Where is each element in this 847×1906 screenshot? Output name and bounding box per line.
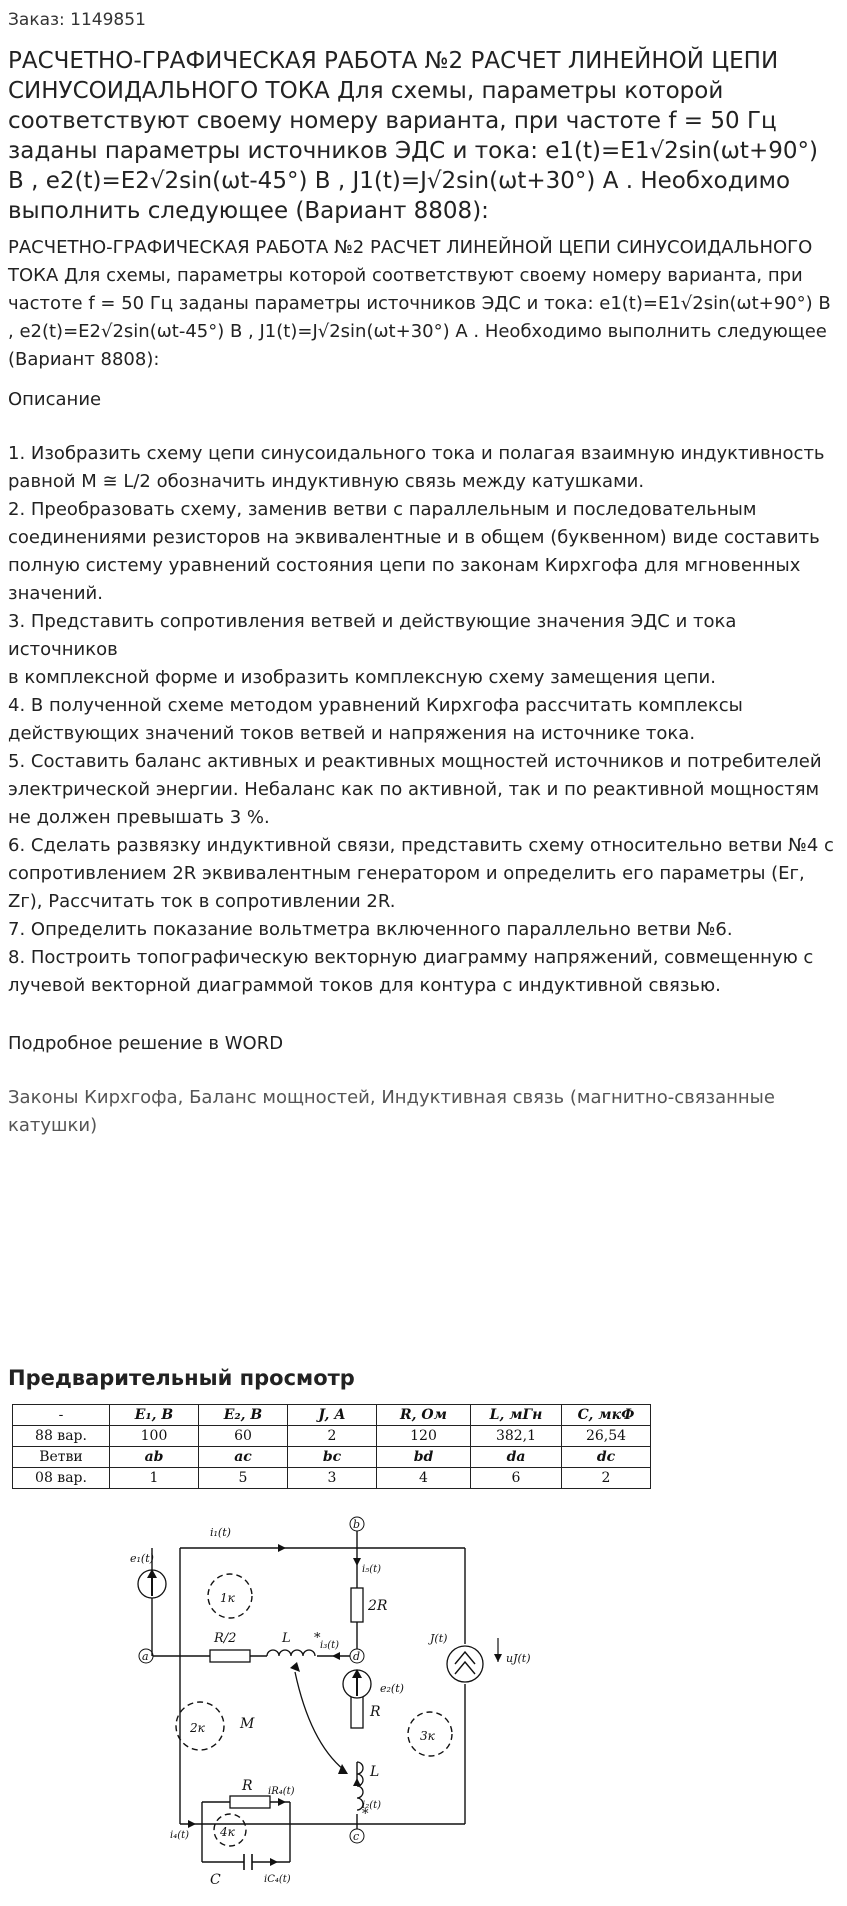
table-header: C, мкФ bbox=[562, 1405, 651, 1426]
page-title: РАСЧЕТНО-ГРАФИЧЕСКАЯ РАБОТА №2 РАСЧЕТ ЛИНЕЙНОЙ ЦЕПИ СИНУСОИДАЛЬНОГО ТОКА Для схемы, параметры которой соответствуют своему номеру варианта, при частоте f = 50 Гц заданы параметры источников ЭДС и тока: e1(t)=E1√2sin(ωt+90°) В , e2(t)=E2√2sin(ωt-45°) В , J1(t)=J√2sin(ωt+30°) А . Необходимо выполнить следующее (Вариант 8808): bbox=[8, 48, 818, 224]
table-header: - bbox=[13, 1405, 110, 1426]
table-cell: bc bbox=[288, 1447, 377, 1468]
i3-label: i₃(t) bbox=[320, 1640, 340, 1651]
table-row bbox=[13, 1447, 651, 1468]
r-label: R bbox=[370, 1704, 381, 1720]
table-cell: da bbox=[471, 1447, 562, 1468]
star-mark-vertical: * bbox=[362, 1807, 369, 1822]
table-cell: 5 bbox=[199, 1468, 288, 1489]
loop-3-label: 3к bbox=[420, 1729, 435, 1743]
table-cell: 2 bbox=[562, 1468, 651, 1489]
table-row bbox=[13, 1468, 651, 1489]
task-item: 1. Изобразить схему цепи синусоидального тока и полагая взаимную индуктивность равной M ≅ L/2 обозначить индуктивную связь между катушками. bbox=[8, 443, 825, 492]
r-half-label: R/2 bbox=[214, 1631, 237, 1646]
e2-label: e₂(t) bbox=[380, 1682, 404, 1695]
circuit-diagram bbox=[130, 1512, 530, 1892]
table-cell: 100 bbox=[110, 1426, 199, 1447]
j-label: J(t) bbox=[430, 1632, 448, 1645]
task-item: 6. Сделать развязку индуктивной связи, представить схему относительно ветви №4 с сопротивлением 2R эквивалентным генератором и определить его параметры (Ег, Zг), Рассчитать ток в сопротивлении 2R. bbox=[8, 835, 834, 912]
star-mark-horizontal: * bbox=[314, 1631, 321, 1646]
task-item: 3. Представить сопротивления ветвей и действующие значения ЭДС и тока источников bbox=[8, 611, 737, 660]
node-c-label: c bbox=[353, 1830, 360, 1843]
task-item: 2. Преобразовать схему, заменив ветви с параллельным и последовательным соединениями резисторов на эквивалентные и в общем (буквенном) виде составить полную систему уравнений состояния цепи по законам Кирхгофа для мгновенных значений. bbox=[8, 499, 820, 604]
order-number: Заказ: 1149851 bbox=[8, 10, 146, 30]
e1-label: e₁(t) bbox=[130, 1552, 154, 1565]
table-row bbox=[13, 1426, 651, 1447]
tag-link[interactable]: Законы Кирхгофа bbox=[8, 1087, 178, 1108]
table-cell: 60 bbox=[199, 1426, 288, 1447]
mutual-inductance-arc bbox=[295, 1672, 344, 1770]
table-cell: Ветви bbox=[13, 1447, 110, 1468]
node-a-label: a bbox=[142, 1650, 149, 1663]
table-header: E₂, В bbox=[199, 1405, 288, 1426]
table-cell: dc bbox=[562, 1447, 651, 1468]
resistor-r bbox=[351, 1694, 363, 1728]
page-content bbox=[8, 8, 840, 1140]
parameters-table bbox=[12, 1404, 651, 1489]
uj-label: uJ(t) bbox=[506, 1652, 530, 1665]
table-cell: 1 bbox=[110, 1468, 199, 1489]
table-header: R, Ом bbox=[377, 1405, 471, 1426]
table-header: E₁, В bbox=[110, 1405, 199, 1426]
table-cell: 382,1 bbox=[471, 1426, 562, 1447]
task-item: 7. Определить показание вольтметра включенного параллельно ветви №6. bbox=[8, 919, 733, 940]
table-cell: 2 bbox=[288, 1426, 377, 1447]
i4-label: i₄(t) bbox=[170, 1830, 190, 1841]
c-label: C bbox=[210, 1872, 221, 1888]
task-list bbox=[8, 440, 840, 1000]
table-header: L, мГн bbox=[471, 1405, 562, 1426]
preview-title: Предварительный просмотр bbox=[8, 1366, 355, 1390]
r2-label: 2R bbox=[368, 1598, 388, 1614]
resistor-r4 bbox=[230, 1796, 270, 1808]
r4-label: R bbox=[242, 1778, 253, 1794]
tag-link[interactable]: Баланс мощностей bbox=[189, 1087, 370, 1108]
resistor-2r bbox=[351, 1588, 363, 1622]
table-cell: 6 bbox=[471, 1468, 562, 1489]
node-b-label: b bbox=[353, 1518, 361, 1531]
table-header-row bbox=[13, 1405, 651, 1426]
table-cell: 4 bbox=[377, 1468, 471, 1489]
task-item: 8. Построить топографическую векторную диаграмму напряжений, совмещенную с лучевой векторной диаграммой токов для контура с индуктивной связью. bbox=[8, 947, 814, 996]
tag-link[interactable]: Индуктивная связь (магнитно-связанные катушки) bbox=[8, 1087, 775, 1136]
table-cell: 08 вар. bbox=[13, 1468, 110, 1489]
table-cell: ac bbox=[199, 1447, 288, 1468]
inductor-horizontal bbox=[267, 1650, 315, 1656]
l-horizontal-label: L bbox=[282, 1631, 291, 1646]
resistor-r-half bbox=[210, 1650, 250, 1662]
loop-4-label: 4к bbox=[220, 1825, 235, 1839]
ic4-label: iC₄(t) bbox=[264, 1874, 291, 1885]
task-item: 5. Составить баланс активных и реактивных мощностей источников и потребителей электрической энергии. Небаланс как по активной, так и по реактивной мощностям не должен превышать 3 %. bbox=[8, 751, 822, 828]
description-label: Описание bbox=[8, 389, 102, 410]
tag-list: Законы Кирхгофа, Баланс мощностей, Индуктивная связь (магнитно-связанные катушки) bbox=[8, 1087, 775, 1136]
table-cell: bd bbox=[377, 1447, 471, 1468]
node-d-label: d bbox=[353, 1650, 361, 1663]
table-cell: 88 вар. bbox=[13, 1426, 110, 1447]
lead-paragraph: РАСЧЕТНО-ГРАФИЧЕСКАЯ РАБОТА №2 РАСЧЕТ ЛИНЕЙНОЙ ЦЕПИ СИНУСОИДАЛЬНОГО ТОКА Для схемы, параметры которой соответствуют своему номеру варианта, при частоте f = 50 Гц заданы параметры источников ЭДС и тока: e1(t)=E1√2sin(ωt+90°) В , e2(t)=E2√2sin(ωt-45°) В , J1(t)=J√2sin(ωt+30°) А . Необходимо выполнить следующее (Вариант 8808): bbox=[8, 237, 831, 370]
table-cell: 120 bbox=[377, 1426, 471, 1447]
table-cell: ab bbox=[110, 1447, 199, 1468]
i1-label: i₁(t) bbox=[210, 1526, 231, 1539]
i2-label: i₂(t) bbox=[362, 1800, 382, 1811]
word-note: Подробное решение в WORD bbox=[8, 1033, 284, 1054]
table-header: J, А bbox=[288, 1405, 377, 1426]
table-cell: 3 bbox=[288, 1468, 377, 1489]
loop-1-label: 1к bbox=[220, 1591, 235, 1605]
l-vertical-label: L bbox=[370, 1764, 380, 1780]
i5-label: i₅(t) bbox=[362, 1564, 382, 1575]
task-item: в комплексной форме и изобразить комплексную схему замещения цепи. bbox=[8, 667, 716, 688]
table-cell: 26,54 bbox=[562, 1426, 651, 1447]
ir4-label: iR₄(t) bbox=[268, 1786, 295, 1797]
task-item: 4. В полученной схеме методом уравнений Кирхгофа рассчитать комплексы действующих значений токов ветвей и напряжения на источнике тока. bbox=[8, 695, 743, 744]
loop-2-label: 2к bbox=[190, 1721, 205, 1735]
m-label: M bbox=[240, 1716, 255, 1732]
